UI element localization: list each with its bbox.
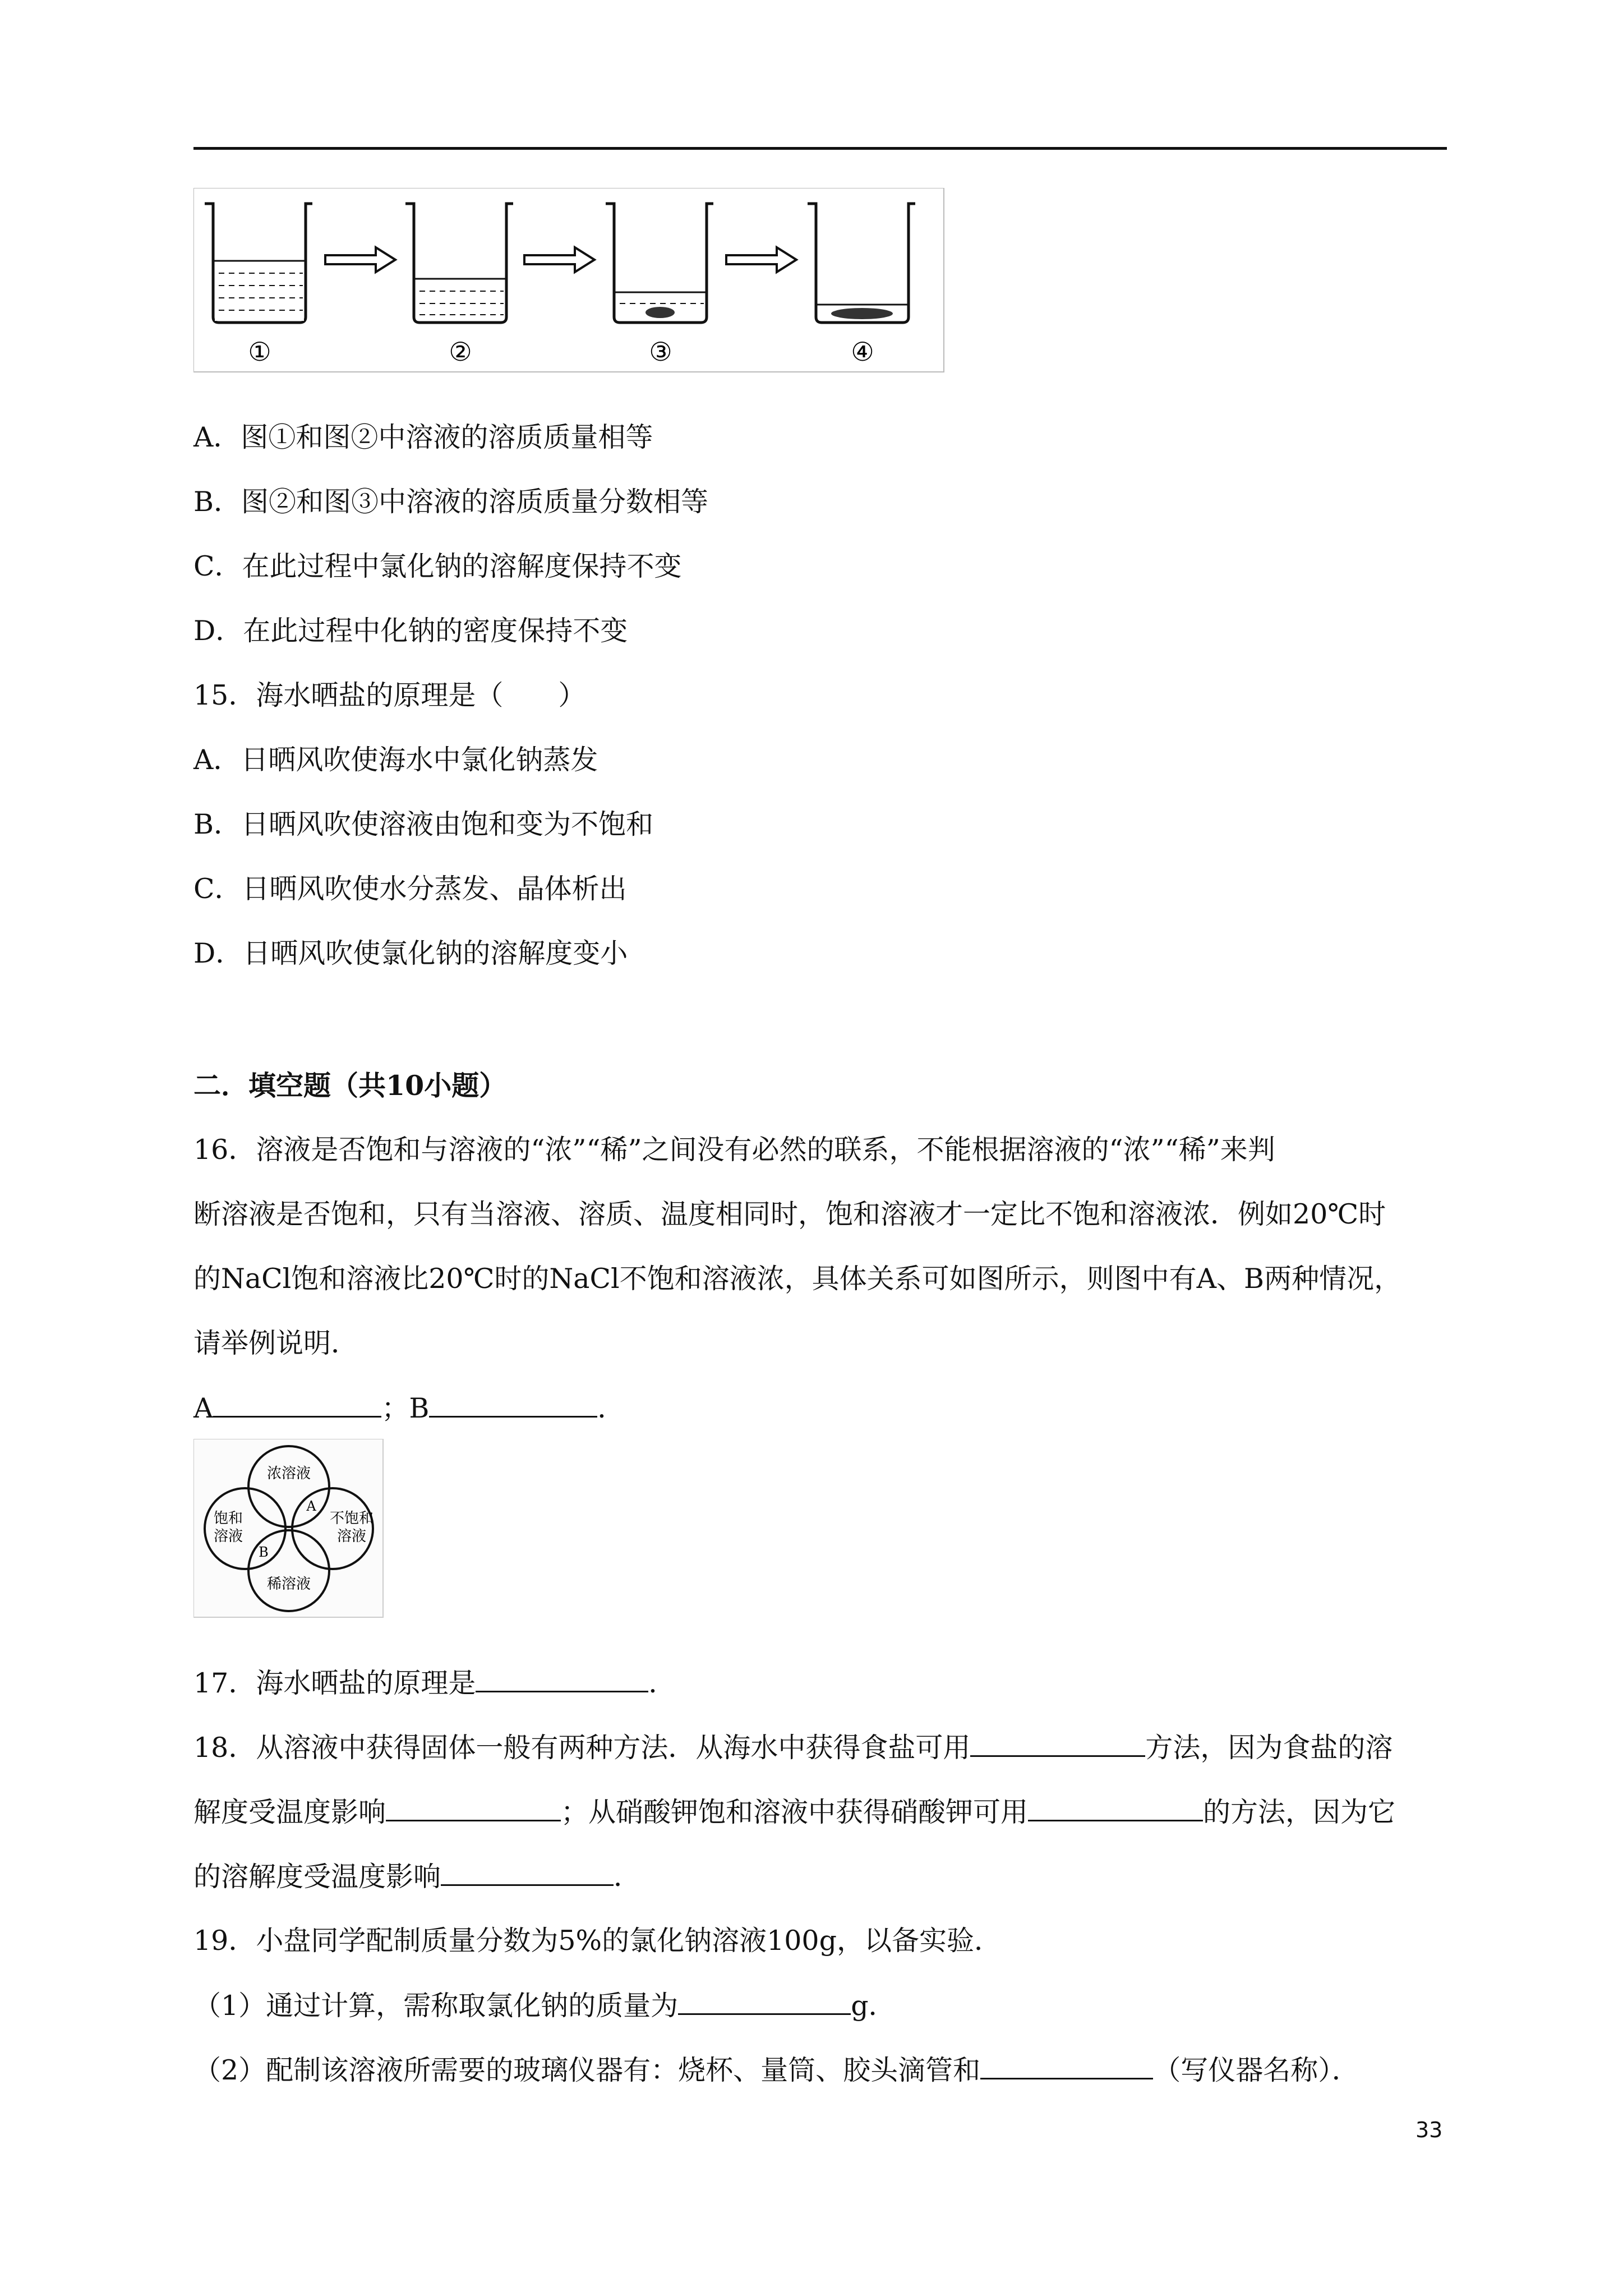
q18-blank-1[interactable] [970,1731,1145,1757]
q19-text: g． [851,1990,896,2022]
arrow-icon [524,247,594,272]
venn-bottom-label: 稀溶液 [266,1576,311,1593]
header-rule [193,147,1447,150]
beaker-3 [606,204,713,323]
q14-option-a: A．图①和图②中溶液的溶质质量相等 [193,421,653,453]
q17-end: ． [648,1667,676,1699]
beaker-label: ③ [649,337,672,367]
q18-line-1 [193,1731,1393,1765]
q19-text: （2）配制该溶液所需要的玻璃仪器有：烧杯、量筒、胶头滴管和 [193,2054,981,2086]
venn-region-a: A [306,1498,316,1514]
q15-option-b: B．日晒风吹使溶液由饱和变为不饱和 [193,808,654,840]
q16-line-4: 请举例说明． [193,1327,359,1359]
venn-left-label: 饱和 [213,1510,243,1527]
q18-text: 的溶解度受温度影响 [193,1861,441,1893]
q17-blank[interactable] [476,1666,648,1692]
q15-option-d: D．日晒风吹使氯化钠的溶解度变小 [193,937,628,969]
q15-stem: 15．海水晒盐的原理是（ ） [193,679,586,711]
q19-blank-1[interactable] [678,1989,851,2015]
venn-right-label: 溶液 [336,1528,367,1545]
q18-text: ． [614,1861,642,1893]
q18-text: 解度受温度影响 [193,1796,386,1828]
beaker-figure [193,188,945,373]
q19-blank-2[interactable] [980,2053,1153,2079]
arrow-icon [325,247,395,272]
q16-line-3: 的NaCl饱和溶液比20℃时的NaCl不饱和溶液浓，具体关系可如图所示，则图中有A、B两种情况， [193,1263,1402,1295]
venn-diagram [193,1439,384,1618]
q18-blank-4[interactable] [441,1860,614,1886]
q18-line-3 [193,1860,641,1894]
arrow-icon [726,247,796,272]
section-heading: 二．填空题（共10小题） [193,1069,507,1102]
q15-option-a: A．日晒风吹使海水中氯化钠蒸发 [193,744,598,776]
venn-top-label: 浓溶液 [266,1465,311,1482]
q18-text: 方法，因为食盐的溶 [1145,1732,1393,1764]
q14-option-c: C．在此过程中氯化钠的溶解度保持不变 [193,550,682,582]
q17 [193,1666,676,1700]
venn-right-label: 不饱和 [329,1510,374,1527]
q19-text: （写仪器名称）． [1153,2054,1359,2086]
beaker-label: ② [449,337,472,367]
beaker-2 [405,204,513,323]
beaker-4 [808,204,915,323]
q18-text: ；从硝酸钾饱和溶液中获得硝酸钾可用 [561,1796,1029,1828]
q16-line-2: 断溶液是否饱和，只有当溶液、溶质、温度相同时，饱和溶液才一定比不饱和溶液浓．例如20℃时 [193,1198,1386,1230]
q19-part-1 [193,1989,896,2023]
beaker-label: ④ [851,337,874,367]
q18-text: 18．从溶液中获得固体一般有两种方法．从海水中获得食盐可用 [193,1732,971,1764]
q18-line-2 [193,1795,1395,1829]
q18-blank-2[interactable] [386,1795,561,1821]
answer-blank-b[interactable] [429,1391,597,1418]
q18-blank-3[interactable] [1028,1795,1203,1821]
beaker-label: ① [248,337,271,367]
q15-option-c: C．日晒风吹使水分蒸发、晶体析出 [193,873,627,905]
q19-stem: 19．小盘同学配制质量分数为5%的氯化钠溶液100g，以备实验． [193,1925,1002,1957]
q19-text: （1）通过计算，需称取氯化钠的质量为 [193,1990,679,2022]
q16-answer-line [193,1391,625,1425]
page-number: 33 [1415,2118,1443,2142]
answer-blank-a[interactable] [213,1391,381,1418]
q17-text: 17．海水晒盐的原理是 [193,1667,476,1699]
beaker-1 [205,204,312,323]
q14-option-b: B．图②和图③中溶液的溶质质量分数相等 [193,486,709,518]
answer-end: ． [597,1392,625,1424]
venn-region-b: B [259,1544,269,1560]
answer-label-a: A [193,1392,214,1424]
q14-option-d: D．在此过程中化钠的密度保持不变 [193,615,628,647]
q16-line-1: 16．溶液是否饱和与溶液的“浓”“稀”之间没有必然的联系，不能根据溶液的“浓”“稀”来判 [193,1134,1275,1166]
q19-part-2 [193,2053,1359,2087]
answer-label-b: ；B [381,1392,430,1424]
q18-text: 的方法，因为它 [1203,1796,1396,1828]
venn-left-label: 溶液 [213,1528,243,1545]
